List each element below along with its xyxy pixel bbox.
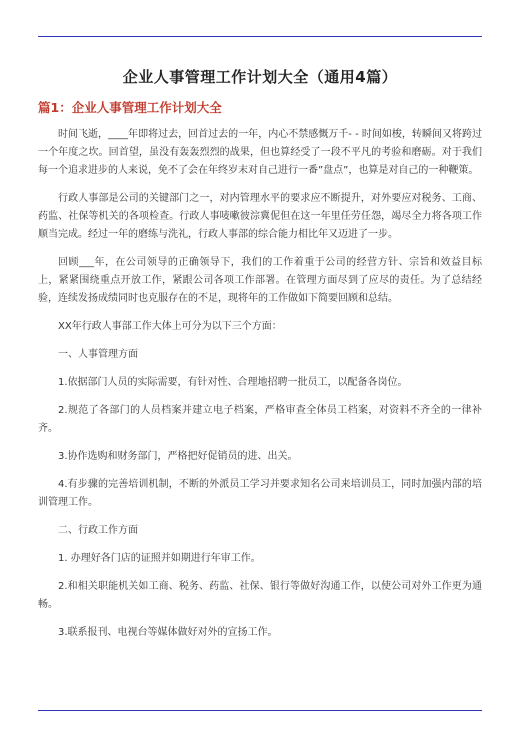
paragraph: 时间飞逝，____年即将过去，回首过去的一年，内心不禁感慨万千- - 时间如梭，转瞬间又将跨过一个年度之坎。回首望，虽没有轰轰烈烈的战果，但也算经受了一段不平凡的考验和磨砺。对于我们每一个追求进步的人来说，免不了会在年终岁末对自己进行一番”盘点”，也算是对自己的一种鞭策。: [38, 129, 482, 176]
list-item: 2.和相关职能机关如工商、税务、药监、社保、银行等做好沟通工作，以使公司对外工作更为通畅。: [38, 581, 482, 610]
list-item: 1.依据部门人员的实际需要，有针对性、合理地招聘一批员工，以配备各岗位。: [58, 377, 408, 388]
section-heading-admin: 二、行政工作方面: [58, 525, 138, 536]
list-item: 1. 办理好各门店的证照并如期进行年审工作。: [58, 553, 261, 564]
top-rule: [38, 36, 482, 37]
document-title: 企业人事管理工作计划大全（通用4篇）: [122, 68, 398, 86]
paragraph: 回顾___年，在公司领导的正确领导下，我们的工作着重于公司的经营方针、宗旨和效益目标上，紧紧围绕重点开放工作，紧跟公司各项工作部署。在管理方面尽到了应尽的责任。为了总结经验，连续发扬成绩同时也克服存在的不足，现将年的工作做如下简要回顾和总结。: [38, 257, 482, 304]
list-item: 3.联系报刊、电视台等媒体做好对外的宣扬工作。: [58, 627, 278, 638]
paragraph: XX年行政人事部工作大体上可分为以下三个方面：: [58, 321, 282, 332]
bottom-rule: [38, 710, 482, 711]
section-heading: 篇1：企业人事管理工作计划大全: [38, 100, 222, 115]
list-item: 3.协作选购和财务部门，严格把好促销员的进、出关。: [58, 451, 298, 462]
list-item: 2.规范了各部门的人员档案并建立电子档案，严格审查全体员工档案，对资料不齐全的一律补齐。: [38, 405, 482, 434]
section-heading-personnel: 一、人事管理方面: [58, 349, 138, 360]
document-body: [38, 126, 482, 652]
paragraph: 行政人事部是公司的关键部门之一，对内管理水平的要求应不断提升，对外要应对税务、工商、药监、社保等机关的各项检查。行政人事唛嗽彼淙冀伲但在这一年里任劳任怨，竭尽全力将各项工作顺当完成。经过一年的磨练与洗礼，行政人事部的综合能力相比年又迈进了一步。: [38, 193, 482, 240]
list-item: 4.有步骤的完善培训机制，不断的外派员工学习并要求知名公司来培训员工，同时加强内部的培训管理工作。: [38, 479, 482, 508]
